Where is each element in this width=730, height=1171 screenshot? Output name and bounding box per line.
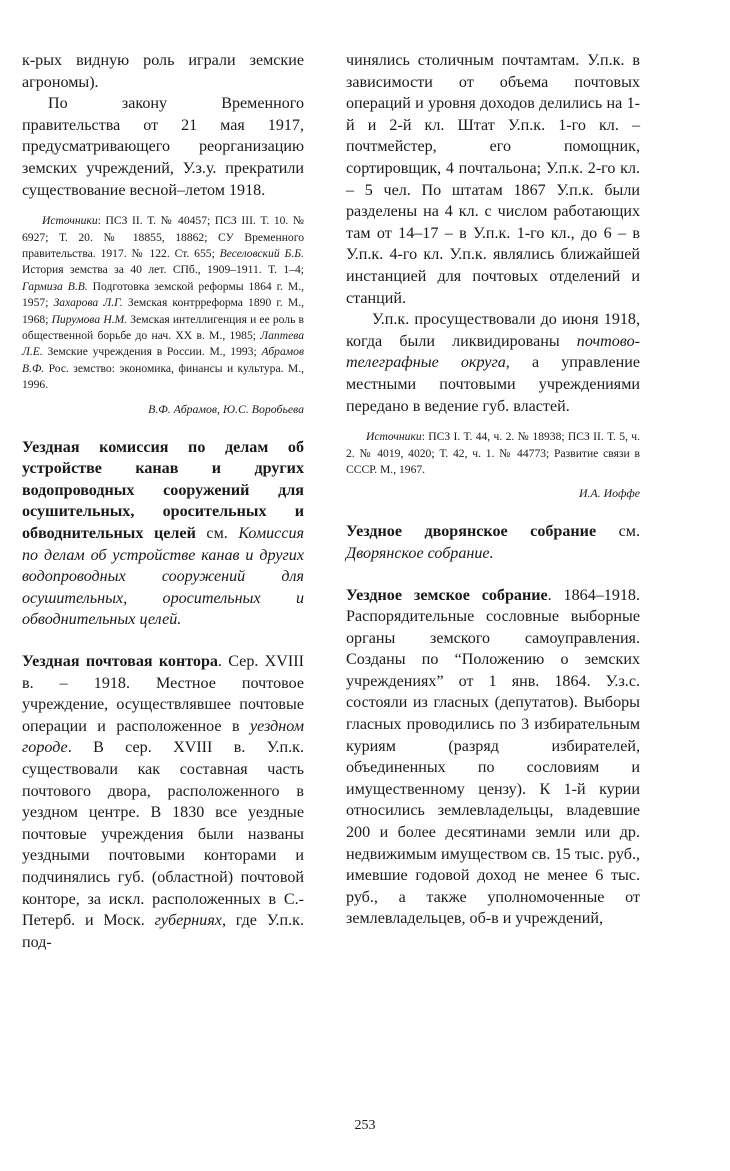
entry-term: Уездное дворянское собрание: [346, 523, 597, 541]
cited-author: Лаптева Л.Е.: [22, 329, 304, 359]
paragraph: По закону Временного правительства от 21 мая 1917, предусматривающего реорганизацию земских учреждений, У.з.у. прекратили существование весной–летом 1918.: [22, 95, 304, 199]
cross-reference: уездном городе: [22, 717, 304, 757]
entry-zemstvo-assembly: Уездное земское собрание. 1864–1918. Распорядительные сословные выборные органы земского самоуправления. Созданы по “Положению о земских учреждениях” от 1 янв. 1864. У.з.с. состояли из гласных (депутатов). Выборы гласных проводились по 3 избирательным куриям (разряд избирателей, объединенных по сословиям и имущественному цензу). К 1-й курии относились землевладельцы, владевшие 200 и более десятинами земли или др. недвижимым имуществом св. 15 тыс. руб., имевшие годовой доход не менее 6 тыс. руб., а также уполномоченные от землевладельцев, об-в и учреждений,: [346, 586, 641, 928]
cross-reference: Комиссия по делам об устройстве канав и других водопроводных сооружений для осушительных, оросительных и обводнительных целей.: [22, 525, 304, 629]
right-column: [346, 50, 640, 930]
entry-term: Уездное земское собрание: [346, 586, 548, 604]
continued-paragraph: к-рых видную роль играли земские агрономы).: [22, 52, 304, 91]
cross-reference: губерниях: [154, 912, 222, 930]
left-column: [22, 50, 304, 953]
entry-noble-assembly: Уездное дворянское собрание см. Дворянское собрание.: [346, 523, 641, 562]
entry-commission: Уездная комиссия по делам об устройстве канав и других водопроводных сооружений для осушительных, оросительных и обводнительных целей см. Комиссия по делам об устройстве канав и других водопроводных сооружений для осушительных, оросительных и обводнительных целей.: [22, 438, 304, 629]
cross-reference: Дворянское собрание.: [346, 544, 494, 562]
article-author: В.Ф. Абрамов, Ю.С. Воробьева: [148, 401, 304, 416]
sources-label: Источники: [42, 214, 98, 228]
sources-block: Источники: ПСЗ I. Т. 44, ч. 2. № 18938; ПСЗ II. Т. 5, ч. 2. № 4019, 4020; Т. 42, ч. 1. № 44773; Развитие связи в СССР. М., 1967.: [346, 430, 640, 476]
cross-reference: почтово-телеграфные округа: [346, 332, 640, 372]
entry-post-office: Уездная почтовая контора. Сер. XVIII в. – 1918. Местное почтовое учреждение, осуществлявшее почтовые операции и расположенное в уездном городе. В сер. XVIII в. У.п.к. существовали как составная часть почтового двора, расположенного в уездном центре. В 1830 все уездные почтовые учреждения были названы уездными почтовыми конторами и подчинялись губ. (областной) почтовой конторе, за искл. расположенных в С.-Петерб. и Моск. губерниях, где У.п.к. под-: [22, 652, 304, 951]
page-number: 253: [354, 1118, 376, 1133]
cited-author: Пирумова Н.М.: [51, 312, 128, 326]
entry-term: Уездная почтовая контора: [22, 652, 218, 670]
cited-author: Гармиза В.В.: [22, 279, 88, 293]
continued-paragraph: чинялись столичным почтамтам. У.п.к. в зависимости от объема почтовых операций и уровня доходов делились на 1-й и 2-й кл. Штат У.п.к. 1-го кл. – почтмейстер, его помощник, сортировщик, 4 почтальона; У.п.к. 2-го кл. – 5 чел. По штатам 1867 У.п.к. были разделены на 4 кл. с числом работающих там от 14–17 – в У.п.к. 1-го кл., до 6 – в У.п.к. 4-го кл. У.п.к. являлись ближайшей инстанцией для почтовых отделений и станций.: [346, 52, 640, 307]
paragraph: У.п.к. просуществовали до июня 1918, когда были ликвидированы почтово-телеграфные округа, а управление местными почтовыми учреждениями передано в ведение губ. властей.: [346, 311, 641, 415]
cited-author: Веселовский Б.Б.: [219, 246, 304, 260]
cited-author: Абрамов В.Ф.: [22, 345, 304, 375]
sources-block: Источники: ПСЗ II. Т. № 40457; ПСЗ III. Т. 10. № 6927; Т. 20. № 18855, 18862; СУ Временного правительства. 1917. № 122. Ст. 655; Веселовский Б.Б. История земства за 40 лет. СПб., 1909–1911. Т. 1–4; Гармиза В.В. Подготовка земской реформы 1864 г. М., 1957; Захарова Л.Г. Земская контрреформа 1890 г. М., 1968; Пирумова Н.М. Земская интеллигенция и ее роль в общественной борьбе до нач. XX в. М., 1985; Лаптева Л.Е. Земские учреждения в России. М., 1993; Абрамов В.Ф. Рос. земство: экономика, финансы и культура. М., 1996.: [22, 214, 304, 392]
sources-label: Источники: [366, 430, 422, 444]
entry-term: Уездная комиссия по делам об устройстве канав и других водопроводных сооружений для осушительных, оросительных и обводнительных целей: [22, 438, 304, 542]
cited-author: Захарова Л.Г.: [53, 296, 123, 310]
article-author: И.А. Иоффе: [579, 486, 640, 501]
